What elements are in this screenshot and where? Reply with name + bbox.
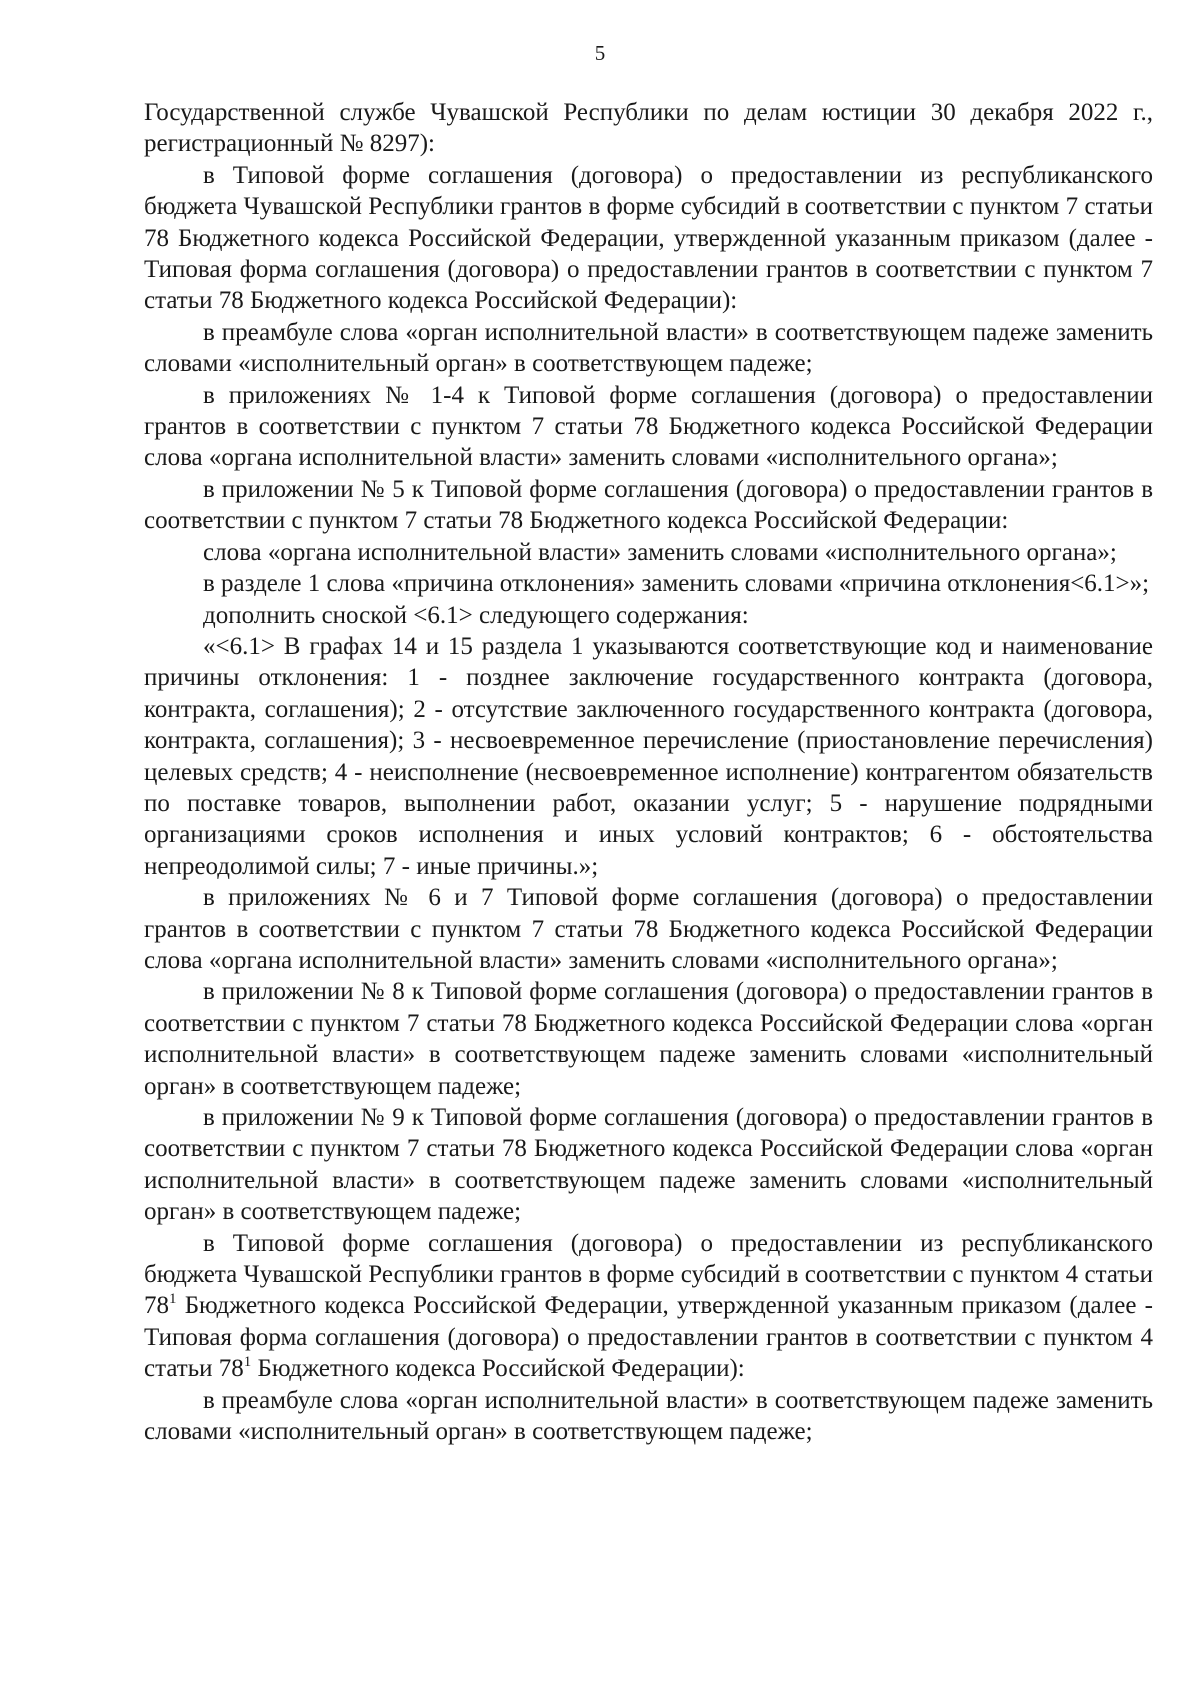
paragraph: в приложении № 9 к Типовой форме соглашения (договора) о предоставлении грантов в соответствии с пунктом 7 статьи 78 Бюджетного кодекса Российской Федерации слова «орган исполнительной власти» в соответствующем падеже заменить словами «исполнительный орган» в соответствующем падеже; [144,1104,1153,1226]
paragraph: в разделе 1 слова «причина отклонения» заменить словами «причина отклонения<6.1>»; [203,570,1150,598]
text-run: в Типовой форме соглашения (договора) о предоставлении из республиканского бюджета Чувашской Республики грантов в форме субсидий в соответствии с пунктом 4 статьи 78 [144,1229,1153,1320]
paragraph: дополнить сноской <6.1> следующего содержания: [203,601,749,629]
paragraph: в Типовой форме соглашения (договора) о предоставлении из республиканского бюджета Чувашской Республики грантов в форме субсидий в соответствии с пунктом 7 статьи 78 Бюджетного кодекса Российской Федерации, утвержденной указанным приказом (далее - Типовая форма соглашения (договора) о предоставлении грантов в соответствии с пунктом 7 статьи 78 Бюджетного кодекса Российской Федерации): [144,161,1153,315]
paragraph: в приложении № 8 к Типовой форме соглашения (договора) о предоставлении грантов в соответствии с пунктом 7 статьи 78 Бюджетного кодекса Российской Федерации слова «орган исполнительной власти» в соответствующем падеже заменить словами «исполнительный орган» в соответствующем падеже; [144,978,1153,1100]
page-number: 5 [594,41,606,65]
paragraph: в приложении № 5 к Типовой форме соглашения (договора) о предоставлении грантов в соответствии с пунктом 7 статьи 78 Бюджетного кодекса Российской Федерации: [144,475,1153,535]
superscript: 1 [169,1291,177,1308]
paragraph: в преамбуле слова «орган исполнительной власти» в соответствующем падеже заменить словами «исполнительный орган» в соответствующем падеже; [144,318,1153,378]
document-body [144,97,1153,1447]
paragraph: слова «органа исполнительной власти» заменить словами «исполнительного органа»; [203,538,1117,566]
paragraph: Государственной службе Чувашской Республики по делам юстиции 30 декабря 2022 г., регистрационный № 8297): [144,99,1153,158]
superscript: 1 [243,1354,252,1371]
text-run: Бюджетного кодекса Российской Федерации): [251,1355,745,1383]
paragraph: в приложениях № 1-4 к Типовой форме соглашения (договора) о предоставлении грантов в соответствии с пунктом 7 статьи 78 Бюджетного кодекса Российской Федерации слова «органа исполнительной власти» заменить словами «исполнительного органа»; [144,381,1153,472]
paragraph-with-superscripts [144,1228,1153,1385]
paragraph: в приложениях № 6 и 7 Типовой форме соглашения (договора) о предоставлении грантов в соответствии с пунктом 7 статьи 78 Бюджетного кодекса Российской Федерации слова «органа исполнительной власти» заменить словами «исполнительного органа»; [144,884,1153,974]
text-run: Бюджетного кодекса Российской Федерации, утвержденной указанным приказом (далее - Типовая форма соглашения (договора) о предоставлении грантов в соответствии с пунктом 4 статьи 78 [144,1292,1153,1383]
footnote-quote-paragraph: «<6.1> В графах 14 и 15 раздела 1 указываются соответствующие код и наименование причины отклонения: 1 - позднее заключение государственного контракта (договора, контракта, соглашения); 2 - отсутствие заключенного государственного контракта (договора, контракта, соглашения); 3 - несвоевременное перечисление (приостановление перечисления) целевых средств; 4 - неисполнение (несвоевременное исполнение) контрагентом обязательств по поставке товаров, выполнении работ, оказании услуг; 5 - нарушение подрядными организациями сроков исполнения и иных условий контрактов; 6 - обстоятельства непреодолимой силы; 7 - иные причины.»; [144,632,1153,880]
paragraph: в преамбуле слова «орган исполнительной власти» в соответствующем падеже заменить словами «исполнительный орган» в соответствующем падеже; [144,1386,1153,1446]
